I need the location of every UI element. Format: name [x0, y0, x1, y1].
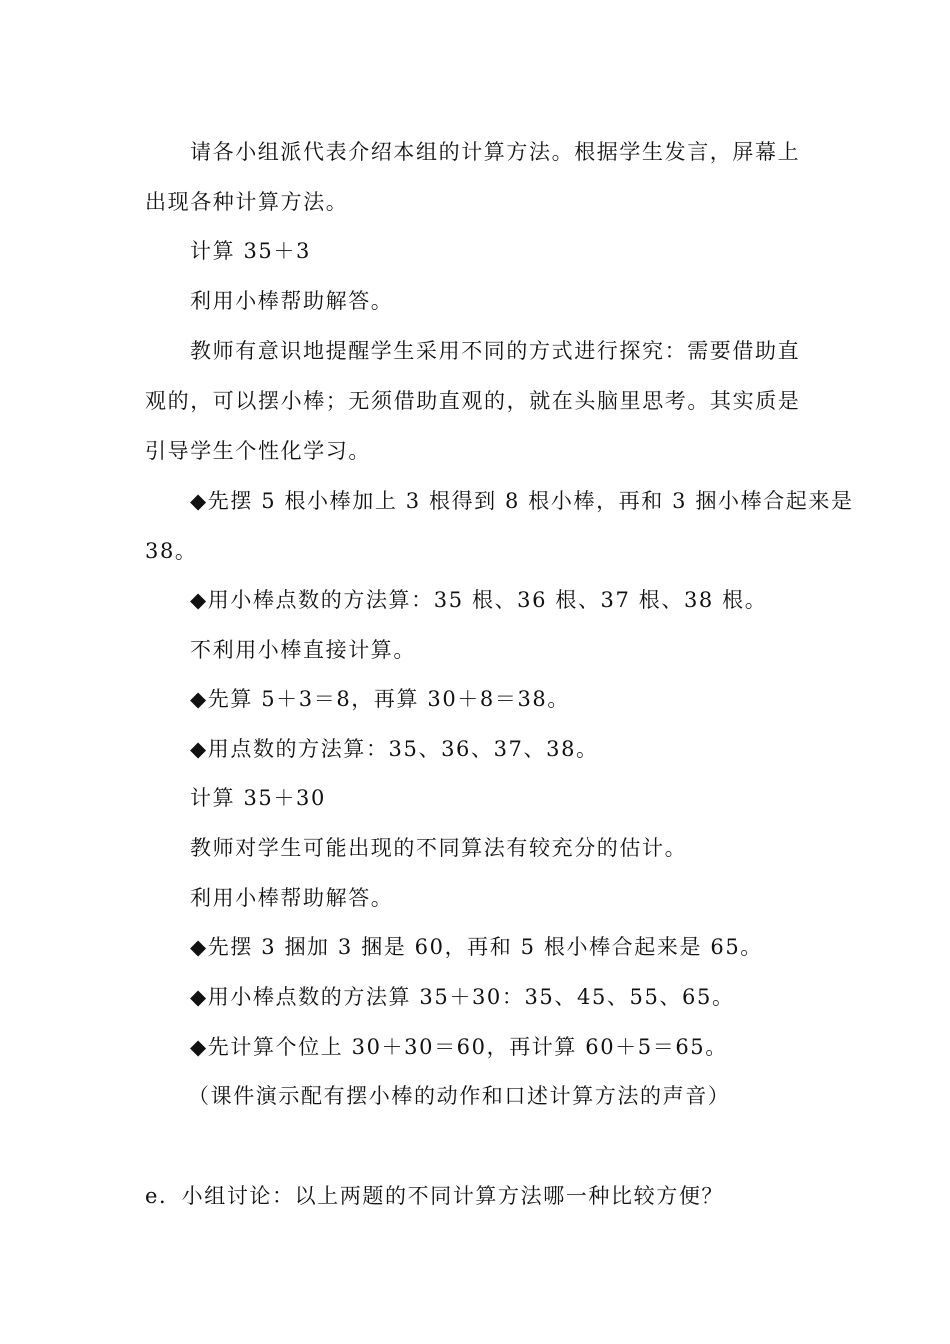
- paragraph-line: 观的，可以摆小棒；无须借助直观的，就在头脑里思考。其实质是: [145, 389, 801, 413]
- paragraph-line: （课件演示配有摆小棒的动作和口述计算方法的声音）: [188, 1084, 731, 1108]
- bullet-line: ◆用点数的方法算：35、36、37、38。: [190, 737, 599, 761]
- paragraph-line: 出现各种计算方法。: [145, 190, 349, 214]
- bullet-line: ◆用小棒点数的方法算：35 根、36 根、37 根、38 根。: [190, 588, 768, 612]
- paragraph-line: 计算 35＋3: [190, 239, 311, 263]
- bullet-line: ◆用小棒点数的方法算 35＋30：35、45、55、65。: [190, 985, 735, 1009]
- paragraph-line: 利用小棒帮助解答。: [190, 289, 394, 313]
- bullet-line: ◆先算 5＋3＝8，再算 30＋8＝38。: [190, 687, 570, 711]
- paragraph-line: 引导学生个性化学习。: [145, 439, 371, 463]
- paragraph-line: 不利用小棒直接计算。: [190, 638, 416, 662]
- paragraph-line: 请各小组派代表介绍本组的计算方法。根据学生发言，屏幕上: [190, 140, 801, 164]
- bullet-line: ◆先计算个位上 30＋30＝60，再计算 60＋5＝65。: [190, 1035, 728, 1059]
- paragraph-line: 计算 35＋30: [190, 786, 326, 810]
- paragraph-line: 38。: [145, 539, 198, 563]
- paragraph-line: 教师对学生可能出现的不同算法有较充分的估计。: [190, 836, 688, 860]
- paragraph-line: 利用小棒帮助解答。: [190, 886, 394, 910]
- bullet-line: ◆先摆 5 根小棒加上 3 根得到 8 根小棒，再和 3 捆小棒合起来是: [190, 489, 854, 513]
- paragraph-line: e．小组讨论：以上两题的不同计算方法哪一种比较方便？: [145, 1184, 725, 1208]
- paragraph-line: 教师有意识地提醒学生采用不同的方式进行探究：需要借助直: [190, 339, 801, 363]
- bullet-line: ◆先摆 3 捆加 3 捆是 60，再和 5 根小棒合起来是 65。: [190, 935, 763, 959]
